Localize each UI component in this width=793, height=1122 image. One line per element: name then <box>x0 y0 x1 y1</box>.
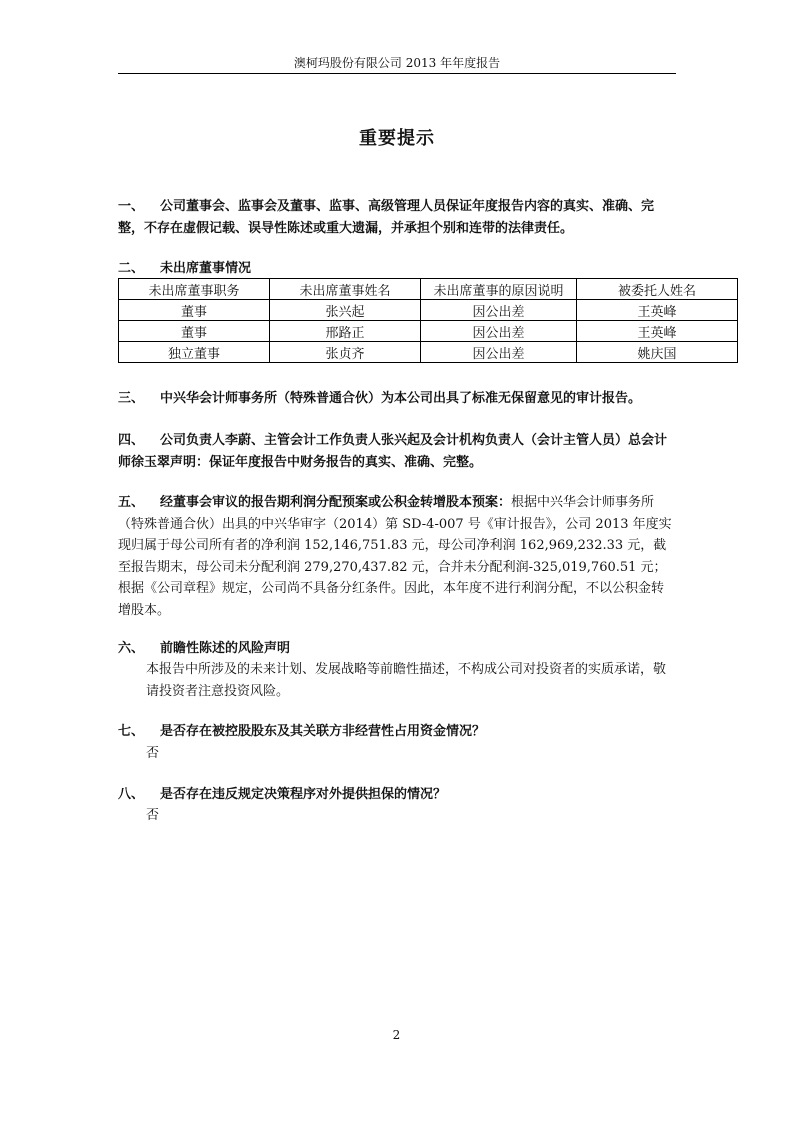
table-cell: 王英峰 <box>577 300 738 321</box>
table-header-cell: 未出席董事职务 <box>119 279 270 300</box>
table-cell: 独立董事 <box>119 342 270 363</box>
section-6-number: 六、 <box>118 641 145 656</box>
section-8-answer: 否 <box>146 808 160 823</box>
section-6-title: 前瞻性陈述的风险声明 <box>160 641 291 656</box>
section-4-text: 公司负责人李蔚、主管会计工作负责人张兴起及会计机构负责人（会计主管人员）总会计师徐玉翠声明：保证年度报告中财务报告的真实、准确、完整。 <box>118 433 668 470</box>
section-6-heading <box>118 638 676 660</box>
section-7-number: 七、 <box>118 724 145 739</box>
table-cell: 王英峰 <box>577 321 738 342</box>
table-header-row <box>119 279 738 300</box>
page-title: 重要提示 <box>359 128 435 149</box>
section-3-number: 三、 <box>118 391 145 406</box>
table-header-cell: 未出席董事的原因说明 <box>421 279 577 300</box>
section-3 <box>118 388 676 410</box>
table-cell: 因公出差 <box>421 342 577 363</box>
table-cell: 董事 <box>119 321 270 342</box>
section-7-title: 是否存在被控股股东及其关联方非经营性占用资金情况？ <box>160 724 486 739</box>
section-3-text: 中兴华会计师事务所（特殊普通合伙）为本公司出具了标准无保留意见的审计报告。 <box>160 391 642 406</box>
absent-directors-table <box>118 278 738 363</box>
table-cell: 张兴起 <box>270 300 421 321</box>
table-cell: 邢路正 <box>270 321 421 342</box>
table-cell: 张贞齐 <box>270 342 421 363</box>
section-1-text: 公司董事会、监事会及董事、监事、高级管理人员保证年度报告内容的真实、准确、完整，不存在虚假记载、误导性陈述或重大遗漏，并承担个别和连带的法律责任。 <box>118 199 655 236</box>
table-row <box>119 342 738 363</box>
section-5 <box>118 492 676 621</box>
section-8-number: 八、 <box>118 787 145 802</box>
page-header: 澳柯玛股份有限公司 2013 年年度报告 <box>293 56 501 70</box>
table-cell: 董事 <box>119 300 270 321</box>
section-5-text: 根据中兴华会计师事务所（特殊普通合伙）出具的中兴华审字（2014）第 SD-4-007 号《审计报告》，公司 2013 年度实现归属于母公司所有者的净利润 152,146,751.83 元，母公司净利润 162,969,232.33 元，截至报告期末，母公司未分配利润 279,270,437.82 元，合并未分配利润-325,019,760.51 元；根据《公司章程》规定，公司尚不具备分红条件。因此，本年度不进行利润分配，不以公积金转增股本。 <box>118 495 672 618</box>
table-cell: 因公出差 <box>421 300 577 321</box>
section-4 <box>118 430 676 473</box>
section-2-number: 二、 <box>118 261 145 276</box>
section-5-number: 五、 <box>118 495 145 510</box>
section-8-heading <box>118 784 676 806</box>
section-5-title: 经董事会审议的报告期利润分配预案或公积金转增股本预案： <box>160 495 512 510</box>
table-cell: 姚庆国 <box>577 342 738 363</box>
header-rule <box>118 73 676 74</box>
table-row <box>119 321 738 342</box>
section-6-text: 本报告中所涉及的未来计划、发展战略等前瞻性描述，不构成公司对投资者的实质承诺，敬请投资者注意投资风险。 <box>146 662 667 699</box>
table-row <box>119 300 738 321</box>
table-header-cell: 未出席董事姓名 <box>270 279 421 300</box>
table-header-cell: 被委托人姓名 <box>577 279 738 300</box>
table-cell: 因公出差 <box>421 321 577 342</box>
section-2-heading <box>118 258 676 280</box>
page-number: 2 <box>392 1028 401 1042</box>
section-7-heading <box>118 721 676 743</box>
section-4-number: 四、 <box>118 433 145 448</box>
section-7-answer: 否 <box>146 746 160 761</box>
section-8-title: 是否存在违反规定决策程序对外提供担保的情况？ <box>160 787 447 802</box>
section-2-title: 未出席董事情况 <box>160 261 252 276</box>
section-1-number: 一、 <box>118 199 145 214</box>
section-1 <box>118 196 676 239</box>
